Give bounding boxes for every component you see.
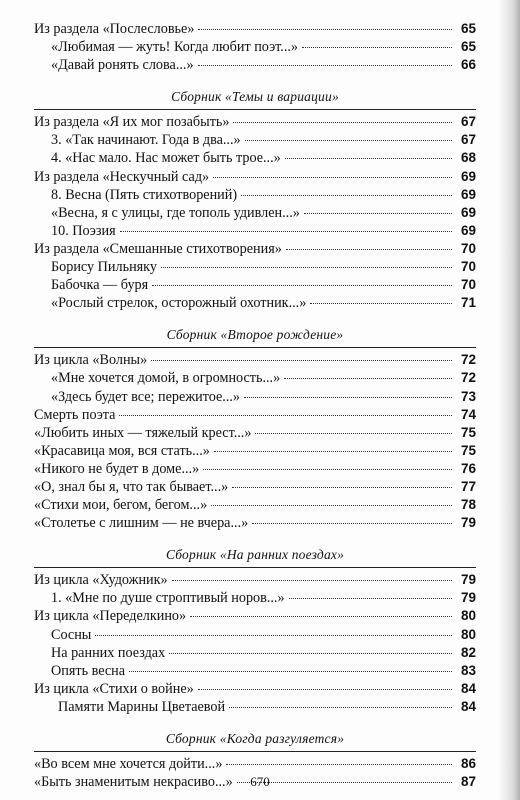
entry-page-number: 73 [460, 388, 476, 404]
toc-entry [34, 571, 476, 589]
section-spacer [34, 532, 476, 546]
section-heading: Сборник «Второе рождение» [166, 327, 344, 343]
dot-leader [226, 764, 452, 765]
entry-title: Из раздела «Нескучный сад» [34, 168, 210, 185]
dot-leader [233, 122, 452, 123]
entry-page-number: 65 [460, 21, 476, 36]
toc-entry [34, 698, 476, 716]
dot-leader [245, 140, 452, 141]
toc-entry [34, 388, 476, 406]
entry-title: Опять весна [51, 662, 126, 679]
entry-page-number: 72 [460, 352, 476, 368]
dot-leader [232, 487, 452, 488]
entry-title: «Любить иных — тяжелый крест...» [34, 424, 252, 441]
toc-entry [34, 131, 476, 149]
entry-title: Сосны [51, 626, 92, 643]
entry-page-number: 70 [460, 259, 476, 275]
dot-leader [286, 249, 452, 250]
dot-leader [151, 360, 452, 361]
dot-leader [129, 671, 452, 672]
toc-entry [34, 662, 476, 680]
dot-leader [229, 707, 452, 708]
entry-page-number: 69 [460, 204, 476, 220]
toc-entry [34, 496, 476, 514]
dot-leader [211, 505, 452, 506]
toc-entry [34, 369, 476, 387]
entry-page-number: 79 [460, 572, 476, 588]
dot-leader [252, 523, 452, 524]
entry-page-number: 80 [460, 626, 476, 642]
entry-title: «Давай ронять слова...» [51, 57, 194, 74]
toc-entry [34, 204, 476, 222]
toc-entry [34, 38, 476, 56]
toc-entry [34, 56, 476, 74]
entry-title: «Красавица моя, вся стать...» [34, 442, 210, 459]
entry-title: «Весна, я с улицы, где тополь удивлен...» [51, 204, 300, 221]
toc-entry [34, 607, 476, 625]
toc-entry [34, 186, 476, 204]
entry-title: «Никого не будет в доме...» [34, 460, 200, 477]
toc-entry [34, 168, 476, 186]
dot-leader [289, 598, 452, 599]
entry-title: 8. Весна (Пять стихотворений) [51, 186, 238, 203]
entry-page-number: 67 [460, 132, 476, 148]
dot-leader [302, 47, 452, 48]
section-spacer [34, 74, 476, 88]
section-heading: Сборник «Когда разгуляется» [165, 731, 345, 746]
toc-entry [34, 149, 476, 167]
entry-title: «Быть знаменитым некрасиво...» [34, 774, 233, 791]
entry-title: «Рослый стрелок, осторожный охотник...» [51, 295, 307, 312]
entry-page-number: 65 [460, 39, 476, 55]
entry-page-number: 75 [460, 424, 476, 440]
entry-page-number: 69 [460, 186, 476, 202]
entry-title: «Здесь будет все; пережитое...» [51, 388, 241, 405]
section-spacer [34, 312, 476, 326]
toc-entry [34, 113, 476, 131]
entry-title: Борису Пильняку [51, 259, 157, 276]
table-of-contents [34, 20, 476, 791]
entry-title: Смерть поэта [34, 406, 116, 423]
entry-title: Бабочка — буря [51, 277, 149, 294]
toc-entry [34, 20, 476, 38]
section-spacer [34, 716, 476, 730]
section-rule [34, 347, 476, 348]
entry-title: «Во всем мне хочется дойти...» [34, 756, 223, 772]
section-rule [34, 109, 476, 110]
toc-entry [34, 460, 476, 478]
toc-entry [34, 351, 476, 369]
entry-page-number: 70 [460, 277, 476, 293]
entry-page-number: 67 [460, 114, 476, 130]
toc-entry [34, 222, 476, 240]
toc-entry [34, 514, 476, 532]
toc-entry [34, 680, 476, 698]
entry-title: «Столетье с лишним — не вчера...» [34, 515, 249, 532]
entry-title: 4. «Нас мало. Нас может быть трое...» [51, 150, 281, 167]
toc-entry [34, 424, 476, 442]
entry-page-number: 76 [460, 460, 476, 476]
entry-page-number: 83 [460, 662, 476, 678]
section-heading: Сборник «Темы и вариации» [171, 89, 339, 105]
entry-page-number: 79 [460, 515, 476, 531]
section-rule [34, 567, 476, 568]
dot-leader [241, 195, 452, 196]
page-number: 670 [250, 774, 270, 789]
entry-page-number: 79 [460, 590, 476, 606]
entry-page-number: 71 [460, 295, 476, 311]
toc-entry [34, 406, 476, 424]
toc-entry [34, 478, 476, 496]
toc-entry [34, 589, 476, 607]
entry-title: Из цикла «Переделкино» [34, 608, 187, 625]
dot-leader [255, 433, 452, 434]
entry-page-number: 82 [460, 644, 476, 660]
entry-page-number: 69 [460, 222, 476, 238]
toc-entry [34, 626, 476, 644]
entry-title: На ранних поездах [51, 644, 166, 661]
entry-page-number: 80 [460, 608, 476, 624]
dot-leader [214, 451, 452, 452]
entry-title: «Стихи мои, бегом, бегом...» [34, 497, 208, 514]
dot-leader [119, 415, 452, 416]
dot-leader [284, 378, 452, 379]
dot-leader [152, 285, 452, 286]
entry-page-number: 78 [460, 497, 476, 513]
dot-leader [244, 397, 452, 398]
entry-page-number: 87 [460, 774, 476, 790]
dot-leader [310, 303, 452, 304]
entry-title: Из цикла «Стихи о войне» [34, 680, 194, 697]
toc-entry [34, 755, 476, 773]
entry-page-number: 75 [460, 442, 476, 458]
entry-title: Из цикла «Художник» [34, 572, 168, 589]
dot-leader [172, 580, 452, 581]
entry-title: Памяти Марины Цветаевой [58, 698, 226, 715]
entry-title: 10. Поэзия [51, 222, 116, 239]
entry-title: «Мне хочется домой, в огромность...» [51, 370, 281, 387]
entry-page-number: 70 [460, 240, 476, 256]
entry-title: Из раздела «Послесловье» [34, 21, 195, 37]
entry-page-number: 69 [460, 168, 476, 184]
dot-leader [169, 653, 452, 654]
entry-title: «Любимая — жуть! Когда любит поэт...» [51, 39, 299, 56]
entry-title: 1. «Мне по душе строптивый норов...» [51, 590, 285, 607]
entry-title: 3. «Так начинают. Года в два...» [51, 132, 241, 149]
dot-leader [95, 635, 452, 636]
dot-leader [198, 29, 452, 30]
dot-leader [203, 469, 452, 470]
section-heading: Сборник «На ранних поездах» [165, 547, 345, 563]
dot-leader [198, 65, 452, 66]
toc-entry [34, 240, 476, 258]
toc-entry [34, 294, 476, 312]
dot-leader [161, 267, 452, 268]
entry-title: Из раздела «Смешанные стихотворения» [34, 240, 282, 257]
entry-title: «О, знал бы я, что так бывает...» [34, 478, 229, 495]
entry-page-number: 86 [460, 756, 476, 771]
toc-entry [34, 276, 476, 294]
dot-leader [198, 689, 452, 690]
entry-title: Из цикла «Волны» [34, 352, 148, 369]
dot-leader [213, 177, 452, 178]
entry-page-number: 66 [460, 57, 476, 73]
toc-entry [34, 258, 476, 276]
dot-leader [190, 616, 452, 617]
entry-page-number: 74 [460, 406, 476, 422]
dot-leader [120, 231, 452, 232]
entry-page-number: 84 [460, 680, 476, 696]
entry-page-number: 84 [460, 698, 476, 714]
entry-page-number: 68 [460, 150, 476, 166]
entry-page-number: 72 [460, 370, 476, 386]
dot-leader [285, 158, 452, 159]
entry-title: Из раздела «Я их мог позабыть» [34, 114, 230, 131]
entry-page-number: 77 [460, 478, 476, 494]
toc-entry [34, 442, 476, 460]
dot-leader [304, 213, 452, 214]
toc-entry [34, 644, 476, 662]
page-edge-shadow [498, 0, 520, 800]
section-rule [34, 751, 476, 752]
